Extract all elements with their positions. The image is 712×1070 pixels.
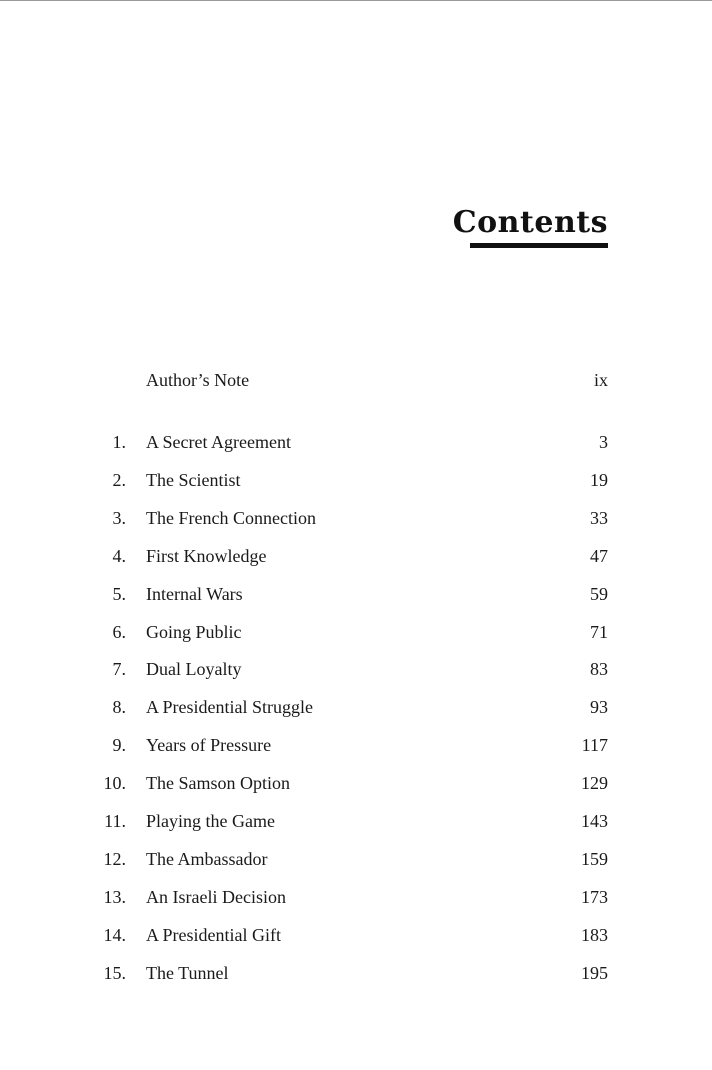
toc-chapter-number: 12. [103, 849, 126, 869]
toc-chapter-number: 10. [103, 773, 126, 793]
toc-entry-page: ix [593, 370, 608, 390]
toc-chapter-title: The French Connection [146, 508, 316, 528]
toc-chapter-row[interactable] [0, 960, 712, 986]
toc-chapter-row[interactable] [0, 543, 712, 569]
toc-chapter-page: 117 [581, 735, 608, 755]
toc-front-matter-row[interactable] [0, 367, 712, 393]
toc-chapter-number: 13. [103, 887, 126, 907]
toc-chapter-row[interactable] [0, 922, 712, 948]
toc-chapter-page: 71 [590, 622, 608, 642]
toc-chapter-title: The Ambassador [146, 849, 268, 869]
toc-chapter-number: 4. [112, 546, 126, 566]
toc-chapter-page: 159 [581, 849, 608, 869]
toc-chapter-page: 129 [581, 773, 608, 793]
toc-chapter-row[interactable] [0, 619, 712, 645]
toc-chapter-title: First Knowledge [146, 546, 267, 566]
toc-chapter-number: 15. [103, 963, 126, 983]
toc-chapter-title: A Presidential Gift [146, 925, 281, 945]
toc-chapter-row[interactable] [0, 467, 712, 493]
toc-chapter-row[interactable] [0, 846, 712, 872]
toc-chapter-title: The Samson Option [146, 773, 290, 793]
page-title: Contents [452, 205, 608, 240]
toc-chapter-number: 1. [112, 432, 126, 452]
toc-chapter-row[interactable] [0, 884, 712, 910]
toc-chapter-row[interactable] [0, 429, 712, 455]
toc-chapter-row[interactable] [0, 694, 712, 720]
toc-chapter-page: 47 [590, 546, 608, 566]
toc-chapter-title: Internal Wars [146, 584, 243, 604]
toc-chapter-row[interactable] [0, 732, 712, 758]
toc-chapter-title: The Scientist [146, 470, 241, 490]
toc-chapter-page: 19 [590, 470, 608, 490]
toc-chapter-title: A Presidential Struggle [146, 697, 313, 717]
toc-chapter-page: 173 [581, 887, 608, 907]
toc-chapter-number: 6. [112, 622, 126, 642]
toc-chapter-row[interactable] [0, 581, 712, 607]
toc-chapter-page: 59 [590, 584, 608, 604]
toc-chapter-title: The Tunnel [146, 963, 229, 983]
toc-chapter-number: 2. [112, 470, 126, 490]
toc-chapter-page: 93 [590, 697, 608, 717]
toc-chapter-page: 3 [599, 432, 608, 452]
toc-chapter-page: 183 [581, 925, 608, 945]
toc-chapter-title: Dual Loyalty [146, 659, 242, 679]
toc-chapter-page: 33 [590, 508, 608, 528]
toc-chapter-row[interactable] [0, 808, 712, 834]
page-top-border [0, 0, 712, 1]
toc-chapter-number: 11. [104, 811, 126, 831]
toc-chapter-number: 5. [112, 584, 126, 604]
toc-chapter-number: 9. [112, 735, 126, 755]
toc-chapter-number: 3. [112, 508, 126, 528]
toc-chapter-page: 195 [581, 963, 608, 983]
toc-chapter-title: Going Public [146, 622, 242, 642]
toc-chapter-title: Playing the Game [146, 811, 275, 831]
toc-chapter-row[interactable] [0, 656, 712, 682]
title-underline [470, 243, 608, 248]
toc-chapter-title: Years of Pressure [146, 735, 272, 755]
toc-chapter-page: 83 [590, 659, 608, 679]
toc-chapter-number: 14. [103, 925, 126, 945]
toc-entry-title: Author’s Note [146, 370, 250, 390]
toc-chapter-title: A Secret Agreement [146, 432, 291, 452]
toc-chapter-number: 7. [112, 659, 126, 679]
toc-chapter-number: 8. [112, 697, 126, 717]
toc-chapter-page: 143 [581, 811, 608, 831]
toc-chapter-row[interactable] [0, 770, 712, 796]
toc-chapter-title: An Israeli Decision [146, 887, 286, 907]
toc-chapter-row[interactable] [0, 505, 712, 531]
